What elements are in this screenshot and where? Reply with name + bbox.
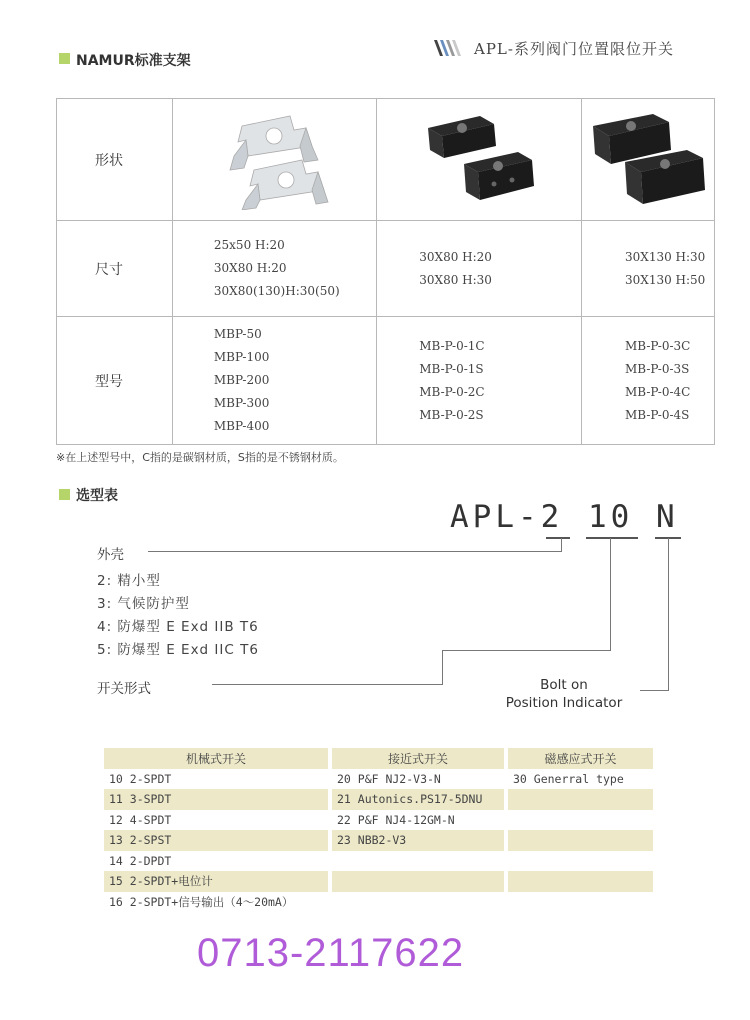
section-title: NAMUR标准支架 xyxy=(76,53,191,69)
housing-label: 外壳 xyxy=(97,547,124,563)
model-value: MBP-100 xyxy=(213,350,270,364)
model-value: MB-P-0-4S xyxy=(625,407,690,422)
column-header: 接近式开关 xyxy=(332,748,504,769)
model-value: MB-P-0-2S xyxy=(419,407,484,422)
model-value: MB-P-0-1C xyxy=(419,338,485,353)
table-cell: 16 2-SPDT+信号输出（4～20mA） xyxy=(109,894,294,909)
model-value: MBP-200 xyxy=(213,373,270,387)
housing-option: 4: 防爆型 E Exd IIB T6 xyxy=(97,619,259,635)
model-value: MB-P-0-3C xyxy=(625,338,691,353)
model-value: MB-P-0-4C xyxy=(625,384,691,399)
table-cell: 30 Generral type xyxy=(513,771,624,786)
section-marker xyxy=(59,53,70,64)
table-cell: 15 2-SPDT+电位计 xyxy=(104,871,328,892)
housing-option: 5: 防爆型 E Exd IIC T6 xyxy=(97,642,259,658)
size-value: 30X130 H:30 xyxy=(625,249,706,264)
size-value: 30X80(130)H:30(50) xyxy=(213,284,340,298)
table-cell: 12 4-SPDT xyxy=(109,812,172,827)
size-cell xyxy=(377,221,582,317)
connector-line xyxy=(561,538,562,552)
indicator-line: Position Indicator xyxy=(505,695,623,711)
table-cell xyxy=(508,871,653,892)
table-cell xyxy=(508,851,653,872)
bracket-spec-table xyxy=(56,98,715,445)
table-cell xyxy=(508,810,653,831)
column-header: 磁感应式开关 xyxy=(508,748,653,769)
table-cell: 22 P&F NJ4-12GM-N xyxy=(337,812,455,827)
table-cell: 14 2-DPDT xyxy=(109,853,172,868)
code-underline xyxy=(586,537,638,539)
silver-bracket-image xyxy=(220,106,330,210)
table-cell: 13 2-SPST xyxy=(104,830,328,851)
table-cell xyxy=(508,789,653,810)
housing-option: 2: 精小型 xyxy=(97,573,161,589)
code-prefix: APL-2 xyxy=(450,499,564,535)
bracket-image-cell xyxy=(172,99,376,221)
table-row xyxy=(104,871,653,892)
selection-title: 选型表 xyxy=(76,488,118,504)
connector-line xyxy=(610,538,611,651)
switch-label: 开关形式 xyxy=(97,681,151,697)
model-value: MBP-400 xyxy=(213,419,270,433)
table-row xyxy=(104,830,653,851)
model-value: MBP-300 xyxy=(213,396,270,410)
size-value: 30X80 H:30 xyxy=(419,272,492,287)
table-row xyxy=(104,769,653,790)
table-row xyxy=(104,789,653,810)
model-cell xyxy=(582,317,715,445)
size-value: 30X80 H:20 xyxy=(419,249,492,264)
material-note: ※在上述型号中，C指的是碳钢材质，S指的是不锈钢材质。 xyxy=(56,451,344,464)
table-cell: 21 Autonics.PS17-5DNU xyxy=(332,789,504,810)
table-row xyxy=(104,892,653,913)
row-label: 尺寸 xyxy=(57,221,173,317)
section-marker xyxy=(59,489,70,500)
model-value: MBP-50 xyxy=(213,327,262,341)
stripes-logo-icon xyxy=(432,36,466,58)
row-label: 形状 xyxy=(57,99,173,221)
table-cell: 10 2-SPDT xyxy=(109,771,172,786)
size-cell xyxy=(172,221,376,317)
model-cell xyxy=(172,317,376,445)
connector-line xyxy=(442,650,611,651)
switch-type-table xyxy=(104,748,653,912)
code-switch: 10 xyxy=(588,499,634,535)
bracket-image-cell xyxy=(582,99,715,221)
table-row xyxy=(57,317,715,445)
size-value: 25x50 H:20 xyxy=(213,238,285,252)
table-cell: 20 P&F NJ2-V3-N xyxy=(337,771,441,786)
model-value: MB-P-0-2C xyxy=(419,384,485,399)
table-cell: 23 NBB2-V3 xyxy=(332,830,504,851)
black-bracket-image xyxy=(583,106,713,210)
black-bracket-image xyxy=(414,106,544,210)
size-value: 30X130 H:50 xyxy=(625,272,706,287)
connector-line xyxy=(212,684,443,685)
connector-line xyxy=(442,650,443,685)
code-suffix: N xyxy=(656,499,675,535)
connector-line xyxy=(148,551,561,552)
table-cell xyxy=(508,830,653,851)
bracket-image-cell xyxy=(377,99,582,221)
table-row xyxy=(57,221,715,317)
column-header: 机械式开关 xyxy=(104,748,328,769)
row-label: 型号 xyxy=(57,317,173,445)
table-header-row xyxy=(104,748,653,769)
size-value: 30X80 H:20 xyxy=(213,261,287,275)
connector-line xyxy=(640,690,669,691)
housing-option: 3: 气候防护型 xyxy=(97,596,190,612)
phone-number: 0713-2117622 xyxy=(197,931,465,975)
table-cell: 11 3-SPDT xyxy=(104,789,328,810)
model-value: MB-P-0-3S xyxy=(625,361,690,376)
brand-title: APL-系列阀门位置限位开关 xyxy=(474,40,674,58)
model-value: MB-P-0-1S xyxy=(419,361,484,376)
table-cell xyxy=(332,851,504,872)
table-cell xyxy=(332,871,504,892)
table-cell xyxy=(508,892,653,913)
table-row xyxy=(104,810,653,831)
model-cell xyxy=(377,317,582,445)
size-cell xyxy=(582,221,715,317)
indicator-line: Bolt on xyxy=(540,677,588,693)
table-cell xyxy=(332,892,504,913)
table-row xyxy=(57,99,715,221)
code-underline xyxy=(546,537,570,539)
table-row xyxy=(104,851,653,872)
connector-line xyxy=(668,538,669,691)
